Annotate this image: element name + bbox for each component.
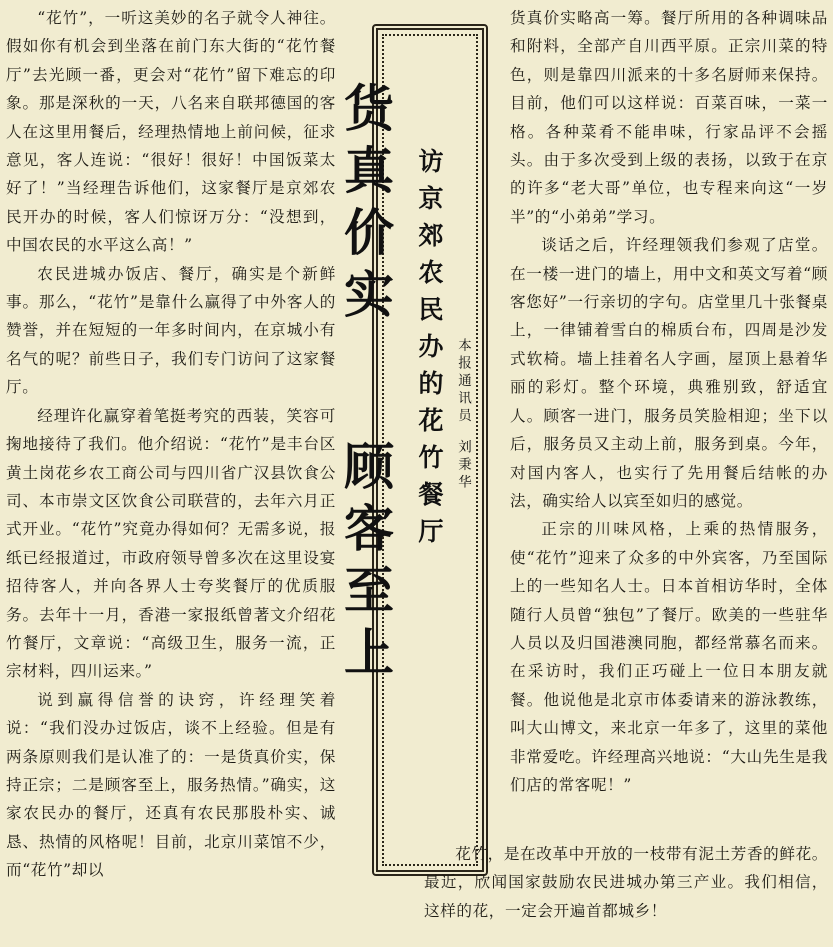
paragraph: 说到赢得信誉的诀窍，许经理笑着说：“我们没办过饭店，谈不上经验。但是有两条原则我们是认准了的：一是货真价实，保持正宗；二是顾客至上，服务热情。”确实，这家农民办的餐厅，还真有农民那股朴实、诚恳、热情的风格呢！目前，北京川菜馆不少，而“花竹”却以 <box>6 690 336 880</box>
paragraph: 货真价实略高一筹。餐厅所用的各种调味品和附料，全部产自川西平原。正宗川菜的特色，则是靠四川派来的十多名厨师来保持。目前，他们可以这样说：百菜百味，一菜一格。各种菜肴不能串味，行家品评不会摇头。由于多次受到上级的表扬，以致于在京的许多“老大哥”单位，也专程来向这“一岁半”的“小弟弟”学习。 <box>510 9 828 226</box>
byline <box>453 338 473 492</box>
article-column-bottom <box>424 840 828 925</box>
byline-source: 本报通讯员 <box>455 338 471 426</box>
paragraph: “花竹”，一听这美妙的名子就令人神往。假如你有机会到坐落在前门东大街的“花竹餐厅”去光顾一番，更会对“花竹”留下难忘的印象。那是深秋的一天，八名来自联邦德国的客人在这里用餐后，经理热情地上前问候，征求意见，客人连说：“很好！很好！中国饭菜太好了！”当经理告诉他们，这家餐厅是京郊农民开办的时候，客人们惊讶万分：“没想到，中国农民的水平这么高！” <box>6 9 336 255</box>
headline-part-1: 货真价实 <box>336 82 394 330</box>
subtitle: 访京郊农民办的花竹餐厅 <box>415 148 444 555</box>
byline-author: 刘秉华 <box>455 439 471 492</box>
headline-part-2: 顾客至上 <box>336 440 394 688</box>
paragraph-final: 花竹，是在改革中开放的一枝带有泥土芳香的鲜花。最近，欣闻国家鼓励农民进城办第三产业。我们相信，这样的花，一定会开遍首都城乡！ <box>424 845 828 920</box>
paragraph: 正宗的川味风格，上乘的热情服务，使“花竹”迎来了众多的中外宾客，乃至国际上的一些知名人士。日本首相访华时，全体随行人员曾“独包”了餐厅。欧美的一些驻华人员以及归国港澳同胞，都经常慕名而来。在采访时，我们正巧碰上一位日本朋友就餐。他说他是北京市体委请来的游泳教练，叫大山博文，来北京一年多了，这里的菜他非常爱吃。许经理高兴地说：“大山先生是我们店的常客呢！” <box>510 520 828 794</box>
paragraph: 农民进城办饭店、餐厅，确实是个新鲜事。那么，“花竹”是靠什么赢得了中外客人的赞誉，并在短短的一年多时间内，在京城小有名气的呢？前些日子，我们专门访问了这家餐厅。 <box>6 264 336 397</box>
paragraph: 谈话之后，许经理领我们参观了店堂。在一楼一进门的墙上，用中文和英文写着“顾客您好”一行亲切的字句。店堂里几十张餐桌上，一律铺着雪白的棉质台布，四周是沙发式软椅。墙上挂着名人字画，屋顶上悬着华丽的彩灯。整个环境，典雅别致，舒适宜人。顾客一进门，服务员笑脸相迎；坐下以后，服务员又主动上前，服务到桌。今年，对国内客人，也实行了先用餐后结帐的办法，确实给人以宾至如归的感觉。 <box>510 236 828 510</box>
paragraph: 经理许化赢穿着笔挺考究的西装，笑容可掬地接待了我们。他介绍说：“花竹”是丰台区黄土岗花乡农工商公司与四川省广汉县饮食公司、本市崇文区饮食公司联营的，去年六月正式开业。“花竹”究竟办得如何？无需多说，报纸已经报道过，市政府领导曾多次在这里设宴招待客人，并向各界人士夸奖餐厅的优质服务。去年十一月，香港一家报纸曾著文介绍花竹餐厅，文章说：“高级卫生，服务一流，正宗材料，四川运来。” <box>6 406 336 681</box>
article-column-right <box>510 4 828 839</box>
